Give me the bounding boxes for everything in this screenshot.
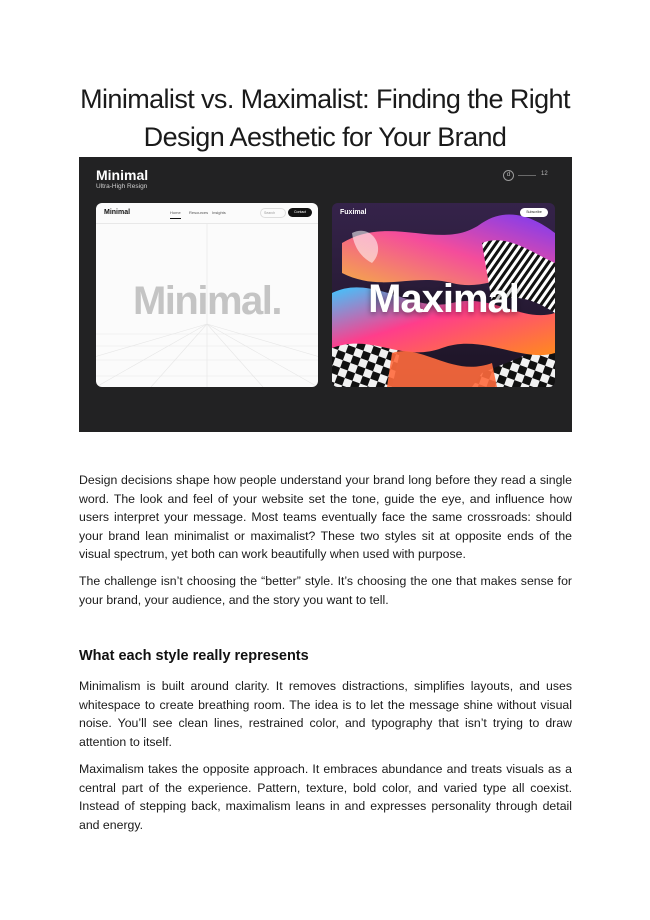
minimal-headline: Minimal. [132,279,282,323]
hero-image [79,157,572,432]
badge-number: 12 [541,171,548,177]
article-title: Minimalist vs. Maximalist: Finding the Right Design Aesthetic for Your Brand [80,84,570,152]
hero-tagline: Ultra-High Resign [96,183,148,190]
minimal-nav-link: Insights [212,210,226,215]
intro-paragraph: The challenge isn’t choosing the “better” style. It’s choosing the one that makes sense for your brand, your audience, and the story you want to tell. [79,574,572,607]
section-paragraph: Maximalism takes the opposite approach. It embraces abundance and treats visuals as a central part of the experience. Pattern, texture, bold color, and varied type all coexist. Instead of stepping back, maximalism leans in and expresses personality through detail and energy. [79,762,572,832]
maximal-logo: Fuximal [340,209,367,216]
badge-circle-icon: d [503,170,514,181]
badge-divider [518,175,536,176]
minimal-nav-link: Resources [189,210,209,215]
maximal-headline: Maximal [368,277,519,321]
section-paragraph: Minimalism is built around clarity. It removes distractions, simplifies layouts, and uses whitespace to create breathing room. The idea is to let the message shine without visual noise. You’ll see clean lines, restrained color, and typography that isn’t trying to draw attention to itself. [79,679,572,749]
minimal-search-field: Search [260,208,286,218]
hero-badge [503,170,555,181]
section-heading: What each style really represents [79,648,309,664]
maximal-mockup [332,203,555,387]
intro-paragraph: Design decisions shape how people understand your brand long before they read a single word. The look and feel of your website set the tone, guide the eye, and influence how users interpret your message. Most teams eventually face the same crossroads: should your brand lean minimalist or maximalist? These two styles sit at opposite ends of the visual spectrum, yet both can work beautifully when used with purpose. [79,473,572,562]
minimal-mockup [96,203,318,387]
minimal-cta-button: Contact [288,208,312,217]
minimal-logo: Minimal [104,209,131,216]
minimal-nav-link: Home [170,210,181,215]
maximal-cta-button: Subscribe [520,208,548,217]
hero-brand: Minimal [96,167,149,183]
minimal-navbar [96,203,318,224]
